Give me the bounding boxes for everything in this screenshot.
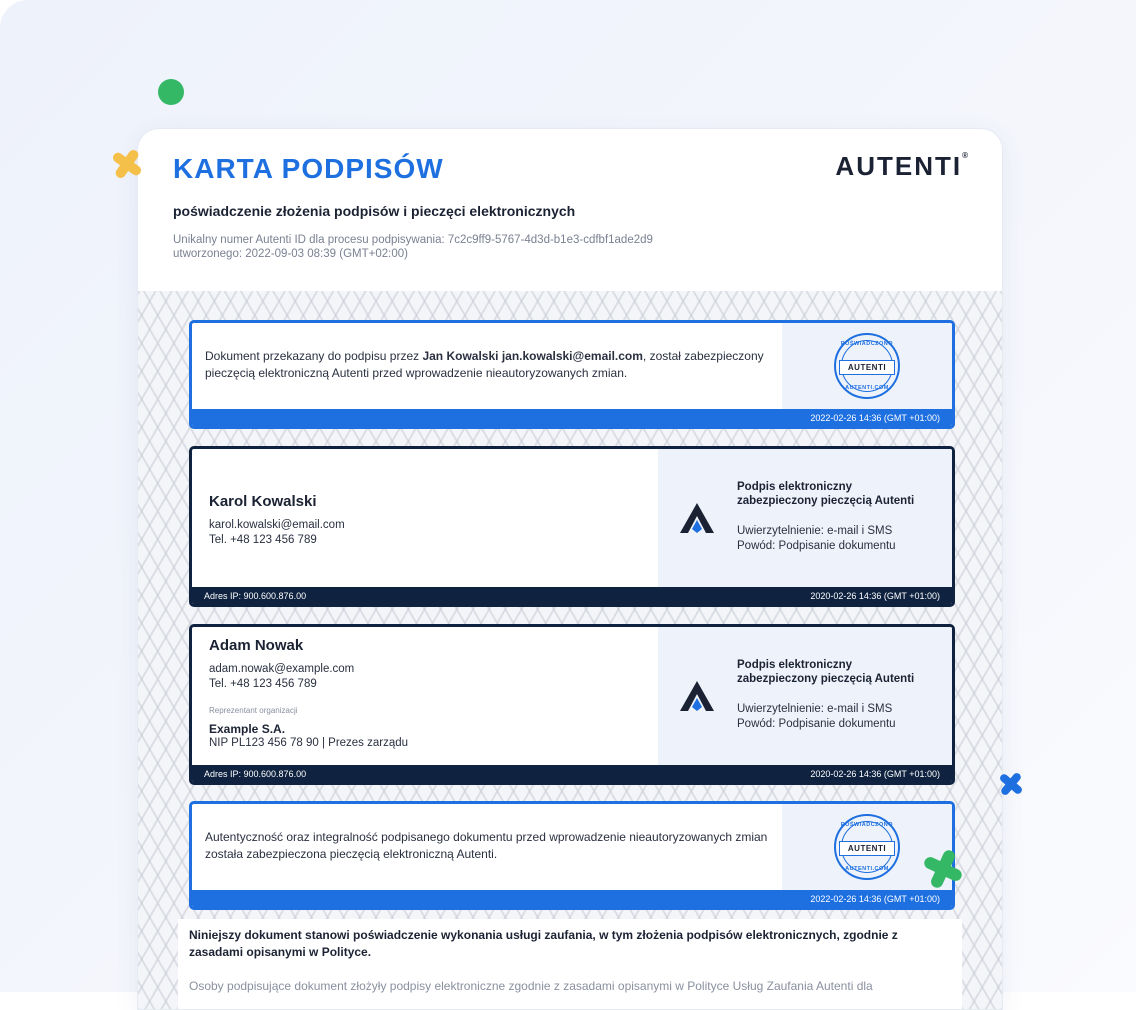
signature-details bbox=[658, 627, 952, 765]
signer-timestamp: 2020-02-26 14:36 (GMT +01:00) bbox=[810, 768, 940, 779]
signer-email: karol.kowalski@email.com bbox=[209, 519, 345, 531]
card-subtitle: poświadczenie złożenia podpisów i pieczęci elektronicznych bbox=[173, 203, 576, 219]
signer-footer-bar bbox=[192, 765, 952, 782]
autenti-a-icon bbox=[680, 503, 714, 533]
signer-footer-bar bbox=[192, 587, 952, 604]
signature-auth: Uwierzytelnienie: e-mail i SMS Powód: Podpisanie dokumentu bbox=[737, 525, 896, 552]
page-title: KARTA PODPISÓW bbox=[173, 153, 444, 184]
notice-footer-bar bbox=[192, 890, 952, 907]
signer-card bbox=[189, 624, 955, 785]
signer-email: adam.nowak@example.com bbox=[209, 663, 355, 675]
process-id: Unikalny numer Autenti ID dla procesu podpisywania: 7c2c9ff9-5767-4d3d-b1e3-cdfbf1ade2d9 bbox=[173, 234, 653, 246]
notice-text: Autentyczność oraz integralność podpisanego dokumentu przed wprowadzenie nieautoryzowanych zmian została zabezpieczona pieczęcią elektroniczną Autenti. bbox=[205, 830, 768, 861]
organization-details: NIP PL123 456 78 90 | Prezes zarządu bbox=[209, 737, 409, 749]
signature-type: Podpis elektroniczny zabezpieczony pieczęcią Autenti bbox=[737, 481, 915, 507]
ip-address: Adres IP: 900.600.876.00 bbox=[204, 768, 307, 779]
process-meta bbox=[173, 233, 653, 261]
organization-name: Example S.A. bbox=[209, 722, 286, 736]
policy-text: Osoby podpisujące dokument złożyły podpisy elektroniczne zgodnie z zasadami opisanymi w Polityce Usług Zaufania Autenti dla bbox=[189, 979, 873, 993]
green-cross-decoration bbox=[919, 845, 967, 893]
ip-address: Adres IP: 900.600.876.00 bbox=[204, 590, 307, 601]
representative-label: Reprezentant organizacji bbox=[209, 706, 298, 715]
signer-name: Karol Kowalski bbox=[209, 493, 317, 510]
created-date: utworzonego: 2022-09-03 08:39 (GMT+02:00) bbox=[173, 248, 408, 260]
signature-card bbox=[137, 128, 1003, 1010]
signer-phone: Tel. +48 123 456 789 bbox=[209, 678, 317, 690]
signer-timestamp: 2020-02-26 14:36 (GMT +01:00) bbox=[810, 590, 940, 601]
signer-name: Adam Nowak bbox=[209, 637, 304, 654]
trust-service-statement: Niniejszy dokument stanowi poświadczenie wykonania usługi zaufania, w tym złożenia podpisów elektronicznych, zgodnie z zasadami opisanymi w Polityce. bbox=[189, 928, 898, 959]
notice-footer-bar bbox=[192, 409, 952, 426]
signer-info bbox=[209, 637, 408, 751]
signer-card bbox=[189, 446, 955, 607]
notice-timestamp: 2022-02-26 14:36 (GMT +01:00) bbox=[810, 893, 940, 904]
autenti-logo: AUTENTI® bbox=[835, 151, 968, 181]
signature-details bbox=[658, 449, 952, 587]
green-dot-decoration bbox=[157, 78, 185, 106]
signer-info bbox=[209, 493, 345, 548]
seal-notice-bottom bbox=[189, 801, 955, 910]
signature-type: Podpis elektroniczny zabezpieczony pieczęcią Autenti bbox=[737, 659, 915, 685]
signer-phone: Tel. +48 123 456 789 bbox=[209, 534, 317, 546]
seal-notice-top bbox=[189, 320, 955, 429]
autenti-a-icon bbox=[680, 681, 714, 711]
notice-text: Dokument przekazany do podpisu przez Jan Kowalski jan.kowalski@email.com, został zabezpieczony pieczęcią elektroniczną Autenti przed wprowadzenie nieautoryzowanych zmian. bbox=[205, 349, 764, 380]
yellow-cross-decoration bbox=[108, 145, 146, 183]
autenti-seal-icon: POŚWIADCZONO AUTENTI AUTENTI.COM bbox=[834, 814, 900, 880]
autenti-seal-icon: POŚWIADCZONO AUTENTI AUTENTI.COM bbox=[834, 333, 900, 399]
notice-timestamp: 2022-02-26 14:36 (GMT +01:00) bbox=[810, 412, 940, 423]
blue-cross-decoration bbox=[996, 769, 1026, 799]
seal-area bbox=[782, 323, 952, 409]
signature-auth: Uwierzytelnienie: e-mail i SMS Powód: Podpisanie dokumentu bbox=[737, 703, 896, 730]
